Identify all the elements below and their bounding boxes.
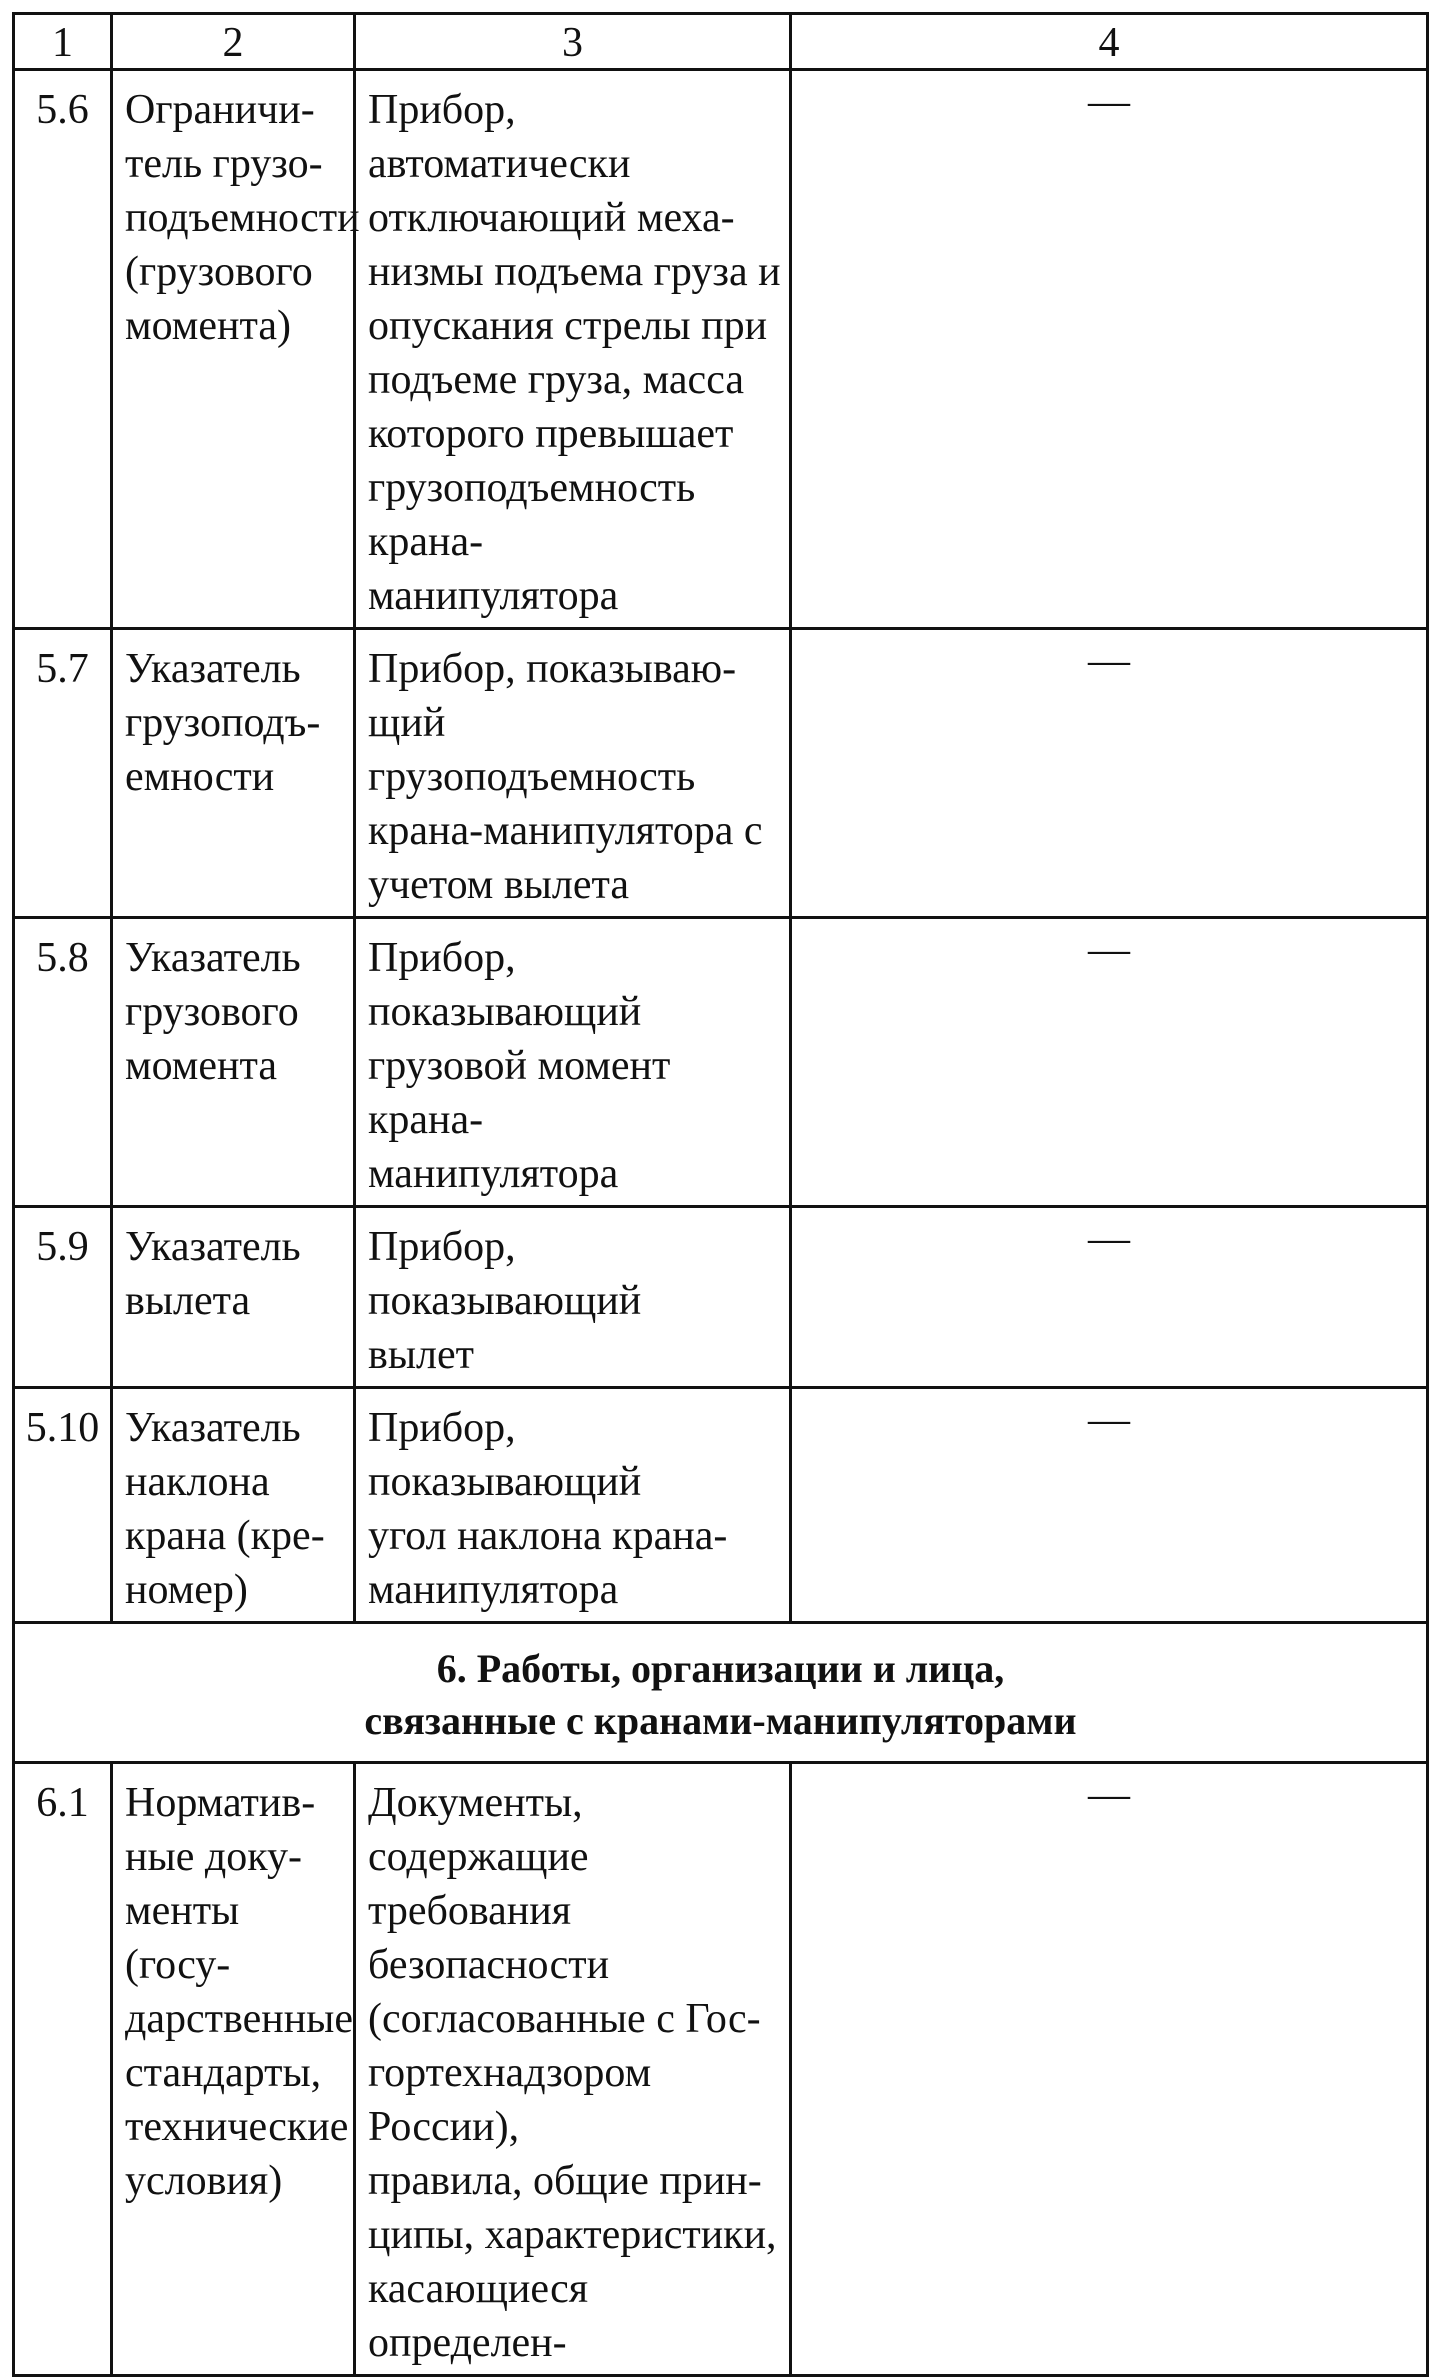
definition-cell: Прибор, показываю- щий грузоподъемность крана-манипулятора с учетом вылета: [355, 629, 791, 918]
table-row: [14, 918, 1428, 1207]
note-cell: —: [791, 918, 1428, 1207]
definition-cell: Прибор, автоматически отключающий меха- низмы подъема груза и опускания стрелы при подъеме груза, масса которого превышает грузоподъемность крана- манипулятора: [355, 70, 791, 629]
table-row: [14, 1763, 1428, 2376]
definition-cell: Документы, содержащие требования безопасности (согласованные с Гос- гортехнадзором России), правила, общие прин- ципы, характеристики, касающиеся определен-: [355, 1763, 791, 2376]
section-heading: 6. Работы, организации и лица, связанные с кранами-манипуляторами: [14, 1623, 1428, 1763]
definition-cell: Прибор, показывающий грузовой момент крана- манипулятора: [355, 918, 791, 1207]
term-cell: Указатель грузового момента: [112, 918, 355, 1207]
terms-table: [12, 12, 1429, 2377]
note-cell: —: [791, 1207, 1428, 1388]
table-row: [14, 70, 1428, 629]
note-cell: —: [791, 70, 1428, 629]
table-row: [14, 629, 1428, 918]
column-header-3: 3: [355, 14, 791, 70]
note-cell: —: [791, 1763, 1428, 2376]
term-cell: Норматив- ные доку- менты (госу- дарственные стандарты, технические условия): [112, 1763, 355, 2376]
item-number: 5.8: [14, 918, 112, 1207]
column-header-row: [14, 14, 1428, 70]
note-cell: —: [791, 1388, 1428, 1623]
column-header-4: 4: [791, 14, 1428, 70]
term-cell: Указатель грузоподъ- емности: [112, 629, 355, 918]
column-header-2: 2: [112, 14, 355, 70]
item-number: 6.1: [14, 1763, 112, 2376]
item-number: 5.6: [14, 70, 112, 629]
item-number: 5.10: [14, 1388, 112, 1623]
term-cell: Указатель наклона крана (кре- номер): [112, 1388, 355, 1623]
column-header-1: 1: [14, 14, 112, 70]
definition-cell: Прибор, показывающий вылет: [355, 1207, 791, 1388]
note-cell: —: [791, 629, 1428, 918]
term-cell: Указатель вылета: [112, 1207, 355, 1388]
item-number: 5.9: [14, 1207, 112, 1388]
table-row: [14, 1207, 1428, 1388]
table-row: [14, 1388, 1428, 1623]
term-cell: Ограничи- тель грузо- подъемности (грузового момента): [112, 70, 355, 629]
item-number: 5.7: [14, 629, 112, 918]
section-row: [14, 1623, 1428, 1763]
definition-cell: Прибор, показывающий угол наклона крана- манипулятора: [355, 1388, 791, 1623]
